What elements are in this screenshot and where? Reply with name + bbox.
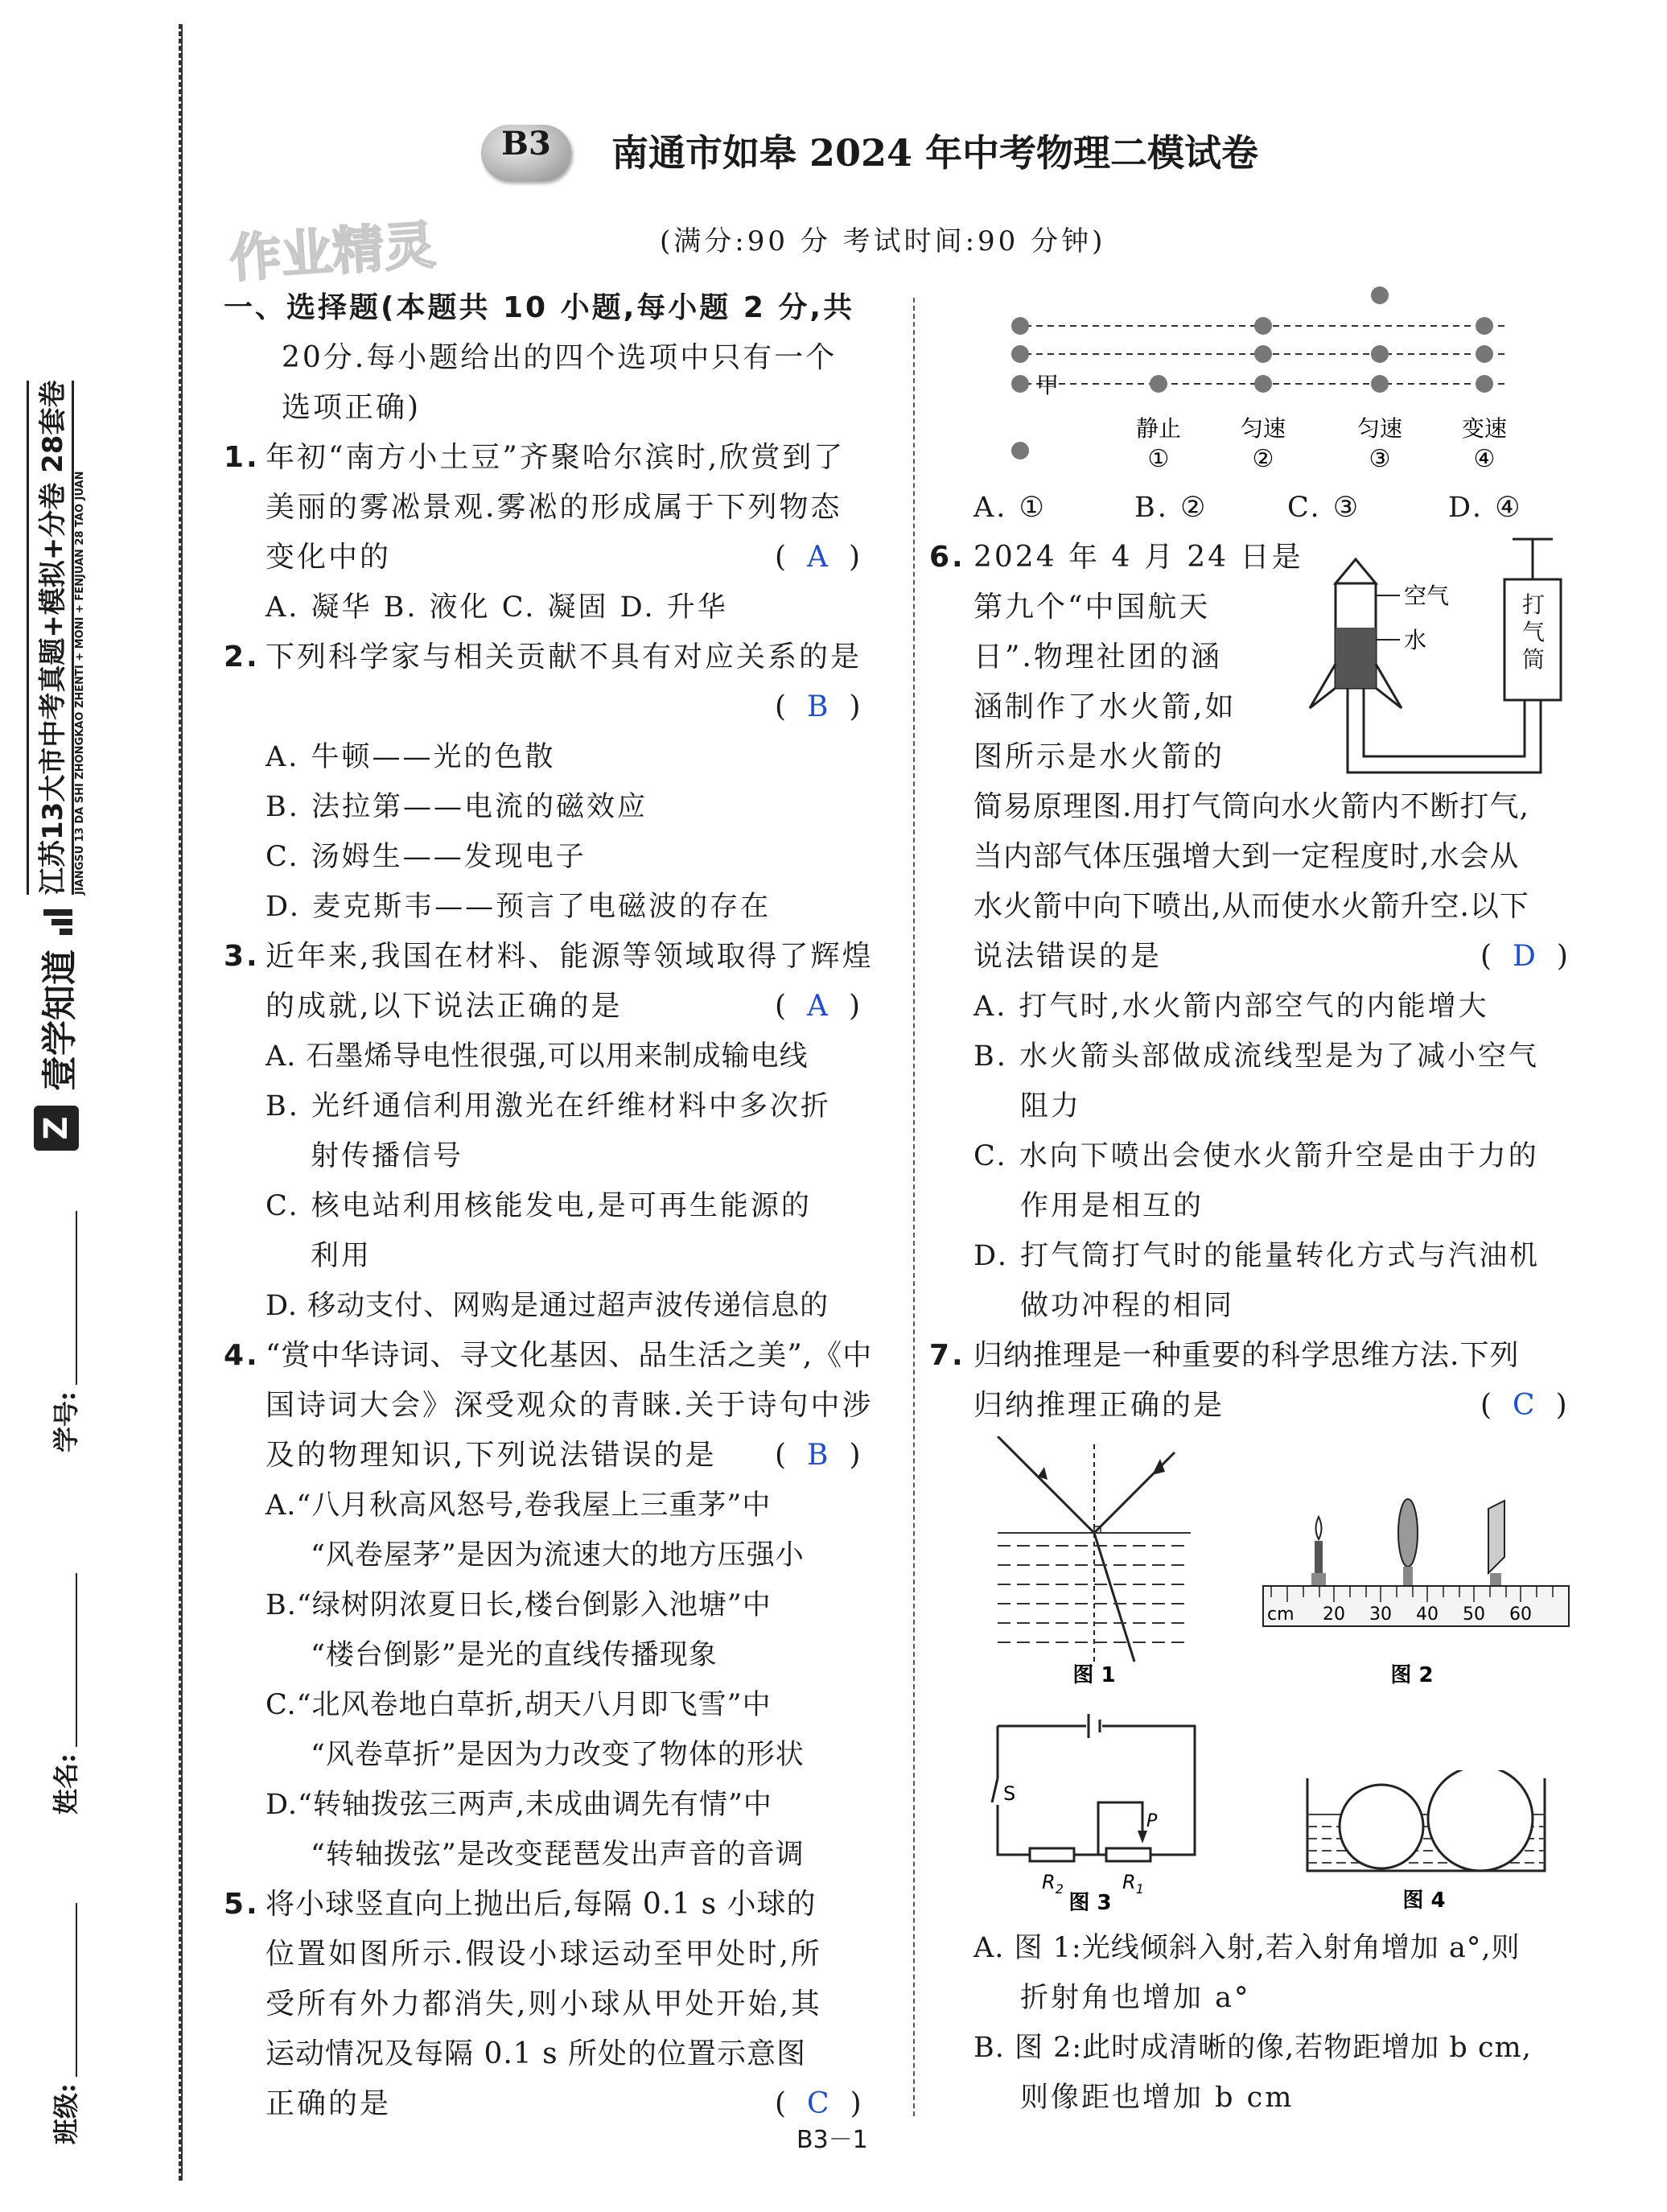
q4-option-b2: “楼台倒影”是光的直线传播现象 bbox=[311, 1639, 718, 1671]
q6-answer: ( D ) bbox=[1480, 940, 1568, 973]
q6-option-d1: D. 打气筒打气时的能量转化方式与汽油机 bbox=[973, 1240, 1541, 1272]
q5-ball bbox=[1476, 375, 1493, 393]
name-block bbox=[40, 1573, 88, 1814]
student-no-block bbox=[40, 1211, 88, 1452]
exam-badge-text: B3 bbox=[501, 125, 551, 163]
q5-ball-figure bbox=[998, 278, 1513, 487]
page-number: B3－1 bbox=[796, 2126, 868, 2154]
q6-line9: 说法错误的是 bbox=[973, 940, 1163, 973]
q6-option-b2: 阻力 bbox=[1020, 1090, 1082, 1122]
q3-option-c1: C. 核电站利用核能发电,是可再生能源的 bbox=[265, 1190, 812, 1222]
q6-option-c1: C. 水向下喷出会使水火箭升空是由于力的 bbox=[973, 1140, 1539, 1172]
q5-option-d: D. ④ bbox=[1448, 492, 1523, 524]
q6-option-a: A. 打气时,水火箭内部空气的内能增大 bbox=[973, 991, 1489, 1023]
q4-option-c2: “风卷草折”是因为力改变了物体的形状 bbox=[311, 1739, 805, 1771]
q5-label-3: 匀速 bbox=[1356, 415, 1403, 442]
q6-air-label: 空气 bbox=[1404, 583, 1450, 609]
q7-ruler-40: 40 bbox=[1416, 1604, 1439, 1625]
brand-block bbox=[16, 24, 97, 1151]
q7-fig2-lens-bench bbox=[1255, 1493, 1577, 1686]
column-divider bbox=[913, 298, 915, 2116]
q4-answer: ( B ) bbox=[775, 1439, 861, 1472]
q4-line2: 国诗词大会》深受观众的青睐.关于诗句中涉 bbox=[265, 1389, 874, 1422]
q3-line1: 近年来,我国在材料、能源等领域取得了辉煌 bbox=[265, 940, 874, 973]
q4-option-a1: A.“八月秋高风怒号,卷我屋上三重茅”中 bbox=[265, 1489, 772, 1522]
series-title: 江苏13大市中考真题+模拟+分卷 28套卷 bbox=[27, 381, 74, 895]
q5-line5: 正确的是 bbox=[265, 2087, 392, 2120]
q7-fig3-circuit bbox=[986, 1710, 1227, 1911]
q1-line1: 年初“南方小土豆”齐聚哈尔滨时,欣赏到了 bbox=[265, 441, 846, 474]
q7-fig3-p: P bbox=[1146, 1811, 1158, 1831]
q3-option-b2: 射传播信号 bbox=[311, 1140, 464, 1172]
q7-fig3-r2: R bbox=[1042, 1871, 1056, 1893]
q7-option-b1: B. 图 2:此时成清晰的像,若物距增加 b cm, bbox=[973, 2032, 1532, 2064]
student-no-label: 学号: bbox=[51, 1391, 81, 1452]
q5-num-4: ④ bbox=[1473, 445, 1496, 473]
q7-fig3-caption: 图 3 bbox=[1068, 1891, 1112, 1911]
q5-line1: 将小球竖直向上抛出后,每隔 0.1 s 小球的 bbox=[265, 1888, 817, 1921]
q7-fig3-r1: R bbox=[1122, 1871, 1136, 1893]
q2-option-c: C. 汤姆生——发现电子 bbox=[265, 841, 587, 873]
q7-fig2-caption: 图 2 bbox=[1390, 1663, 1434, 1686]
q5-num-1: ① bbox=[1147, 445, 1170, 473]
binding-solid-line bbox=[181, 24, 183, 2181]
exam-subtitle: (满分:90 分 考试时间:90 分钟) bbox=[660, 225, 1106, 257]
class-block bbox=[40, 1903, 88, 2144]
q6-line4: 涵制作了水火箭,如 bbox=[973, 690, 1237, 723]
q7-ruler-50: 50 bbox=[1463, 1604, 1485, 1625]
q7-fig4-caption: 图 4 bbox=[1402, 1889, 1446, 1913]
q6-number: 6. bbox=[929, 541, 965, 574]
q7-option-a1: A. 图 1:光线倾斜入射,若入射角增加 a°,则 bbox=[973, 1932, 1521, 1964]
class-field[interactable] bbox=[51, 1903, 77, 2077]
brand-logo-icon: Z bbox=[34, 1106, 79, 1151]
q2-number: 2. bbox=[224, 641, 260, 673]
q7-ruler-unit: cm bbox=[1267, 1604, 1294, 1625]
section1-line1: 一、选择题(本题共 10 小题,每小题 2 分,共 bbox=[224, 291, 855, 324]
q3-option-d: D. 移动支付、网购是通过超声波传递信息的 bbox=[265, 1290, 829, 1322]
q7-line1: 归纳推理是一种重要的科学思维方法.下列 bbox=[973, 1339, 1520, 1372]
bar-icon bbox=[40, 909, 72, 935]
q3-option-c2: 利用 bbox=[311, 1240, 373, 1272]
q1-answer: ( A ) bbox=[775, 541, 861, 574]
q7-fig3-s: S bbox=[1003, 1782, 1016, 1805]
q7-ruler-30: 30 bbox=[1369, 1604, 1392, 1625]
q5-line4: 运动情况及每隔 0.1 s 所处的位置示意图 bbox=[265, 2037, 807, 2070]
brand-name: 壹学知道 bbox=[39, 949, 80, 1091]
q5-label-4: 变速 bbox=[1461, 415, 1508, 442]
q4-number: 4. bbox=[224, 1339, 260, 1372]
q6-line3: 日”.物理社团的涵 bbox=[973, 641, 1222, 673]
q5-label-2: 匀速 bbox=[1240, 415, 1286, 442]
q6-rocket-figure bbox=[1295, 527, 1593, 793]
svg-text:R1 bbox=[1122, 1871, 1144, 1897]
q5-jia-label: 甲 bbox=[1036, 372, 1060, 398]
q7-fig3-r2-sub: 2 bbox=[1055, 1881, 1064, 1897]
student-no-field[interactable] bbox=[51, 1211, 77, 1385]
q5-line2: 位置如图所示.假设小球运动至甲处时,所 bbox=[265, 1938, 822, 1971]
exam-title: 南通市如皋 2024 年中考物理二模试卷 bbox=[611, 131, 1259, 175]
q1-line3: 变化中的 bbox=[265, 541, 392, 574]
q6-option-b1: B. 水火箭头部做成流线型是为了减小空气 bbox=[973, 1040, 1539, 1073]
q3-line2: 的成就,以下说法正确的是 bbox=[265, 990, 623, 1023]
q5-ball bbox=[1150, 375, 1167, 393]
section1-line2: 20分.每小题给出的四个选项中只有一个 bbox=[282, 341, 838, 374]
q7-number: 7. bbox=[929, 1339, 965, 1372]
q7-line2: 归纳推理正确的是 bbox=[973, 1389, 1225, 1422]
q4-line1: “赏中华诗词、寻文化基因、品生活之美”,《中 bbox=[265, 1339, 873, 1372]
q5-option-a: A. ① bbox=[973, 492, 1047, 524]
q4-option-a2: “风卷屋茅”是因为流速大的地方压强小 bbox=[311, 1539, 805, 1571]
q4-option-d2: “转轴拨弦”是改变琵琶发出声音的音调 bbox=[311, 1839, 805, 1871]
q5-ball bbox=[1254, 345, 1272, 363]
q5-ball bbox=[1011, 345, 1029, 363]
q7-fig4-floating-balls bbox=[1299, 1770, 1557, 1915]
q1-number: 1. bbox=[224, 441, 260, 474]
name-field[interactable] bbox=[51, 1573, 77, 1747]
q2-option-b: B. 法拉第——电流的磁效应 bbox=[265, 791, 648, 823]
q2-option-d: D. 麦克斯韦——预言了电磁波的存在 bbox=[265, 891, 772, 923]
q7-fig3-r1-sub: 1 bbox=[1135, 1881, 1144, 1897]
q5-ball bbox=[1476, 345, 1493, 363]
q5-num-3: ③ bbox=[1369, 445, 1391, 473]
q5-ball bbox=[1011, 375, 1029, 393]
q5-ball bbox=[1371, 375, 1389, 393]
q6-option-d2: 做功冲程的相同 bbox=[1020, 1290, 1235, 1322]
class-label: 班级: bbox=[51, 2083, 81, 2144]
q6-line1: 2024 年 4 月 24 日是 bbox=[973, 541, 1303, 574]
q7-answer: ( C ) bbox=[1480, 1389, 1567, 1422]
q4-option-b1: B.“绿树阴浓夏日长,楼台倒影入池塘”中 bbox=[265, 1589, 772, 1621]
q4-option-d1: D.“转轴拨弦三两声,未成曲调先有情”中 bbox=[265, 1789, 772, 1821]
q5-answer: ( C ) bbox=[775, 2087, 862, 2120]
q5-ball bbox=[1371, 286, 1389, 304]
q5-ball bbox=[1011, 317, 1029, 335]
section1-line3: 选项正确) bbox=[282, 391, 422, 424]
q5-number: 5. bbox=[224, 1888, 260, 1921]
q1-options: A. 凝华 B. 液化 C. 凝固 D. 升华 bbox=[265, 591, 728, 624]
q6-pump-label-text: 打气筒 bbox=[1522, 591, 1546, 673]
q5-line3: 受所有外力都消失,则小球从甲处开始,其 bbox=[265, 1988, 822, 2020]
q7-fig1-refraction bbox=[982, 1436, 1207, 1686]
q3-option-b1: B. 光纤通信利用激光在纤维材料中多次折 bbox=[265, 1090, 831, 1122]
svg-text:R2 bbox=[1042, 1871, 1064, 1897]
q6-line7: 当内部气体压强增大到一定程度时,水会从 bbox=[973, 840, 1520, 873]
q5-ball bbox=[1011, 442, 1029, 459]
q6-line5: 图所示是水火箭的 bbox=[973, 740, 1225, 773]
q5-label-1: 静止 bbox=[1135, 415, 1182, 442]
q5-option-c: C. ③ bbox=[1287, 492, 1361, 524]
exam-badge bbox=[481, 125, 571, 181]
q3-answer: ( A ) bbox=[775, 990, 861, 1023]
q4-line3: 及的物理知识,下列说法错误的是 bbox=[265, 1439, 717, 1472]
q6-water-label: 水 bbox=[1404, 627, 1427, 653]
q7-ruler-20: 20 bbox=[1323, 1604, 1345, 1625]
name-label: 姓名: bbox=[51, 1753, 81, 1814]
q4-option-c1: C.“北风卷地白草折,胡天八月即飞雪”中 bbox=[265, 1689, 772, 1721]
q6-option-c2: 作用是相互的 bbox=[1020, 1190, 1204, 1222]
series-pinyin: JIANGSU 13 DA SHI ZHONGKAO ZHENTI + MONI + FENJUAN 28 TAO JUAN bbox=[74, 471, 86, 895]
q5-option-b: B. ② bbox=[1134, 492, 1208, 524]
watermark: 作业精灵 bbox=[228, 216, 438, 290]
q5-ball bbox=[1476, 317, 1493, 335]
q6-line6: 简易原理图.用打气筒向水火箭内不断打气, bbox=[973, 790, 1529, 823]
q2-line1: 下列科学家与相关贡献不具有对应关系的是 bbox=[265, 641, 862, 673]
q3-option-a: A. 石墨烯导电性很强,可以用来制成输电线 bbox=[265, 1040, 809, 1073]
q2-option-a: A. 牛顿——光的色散 bbox=[265, 741, 556, 773]
q2-answer: ( B ) bbox=[775, 690, 861, 723]
q7-ruler-60: 60 bbox=[1509, 1604, 1532, 1625]
q7-option-b2: 则像距也增加 b cm bbox=[1020, 2082, 1294, 2114]
q3-number: 3. bbox=[224, 940, 260, 973]
q6-line2: 第九个“中国航天 bbox=[973, 591, 1211, 624]
q5-ball bbox=[1371, 345, 1389, 363]
q1-line2: 美丽的雾凇景观.雾凇的形成属于下列物态 bbox=[265, 491, 842, 524]
q5-ball bbox=[1254, 317, 1272, 335]
q7-fig1-caption: 图 1 bbox=[1072, 1663, 1116, 1686]
q5-ball bbox=[1254, 375, 1272, 393]
q5-num-2: ② bbox=[1252, 445, 1274, 473]
q6-line8: 水火箭中向下喷出,从而使水火箭升空.以下 bbox=[973, 890, 1529, 923]
q7-option-a2: 折射角也增加 a° bbox=[1020, 1982, 1251, 2014]
